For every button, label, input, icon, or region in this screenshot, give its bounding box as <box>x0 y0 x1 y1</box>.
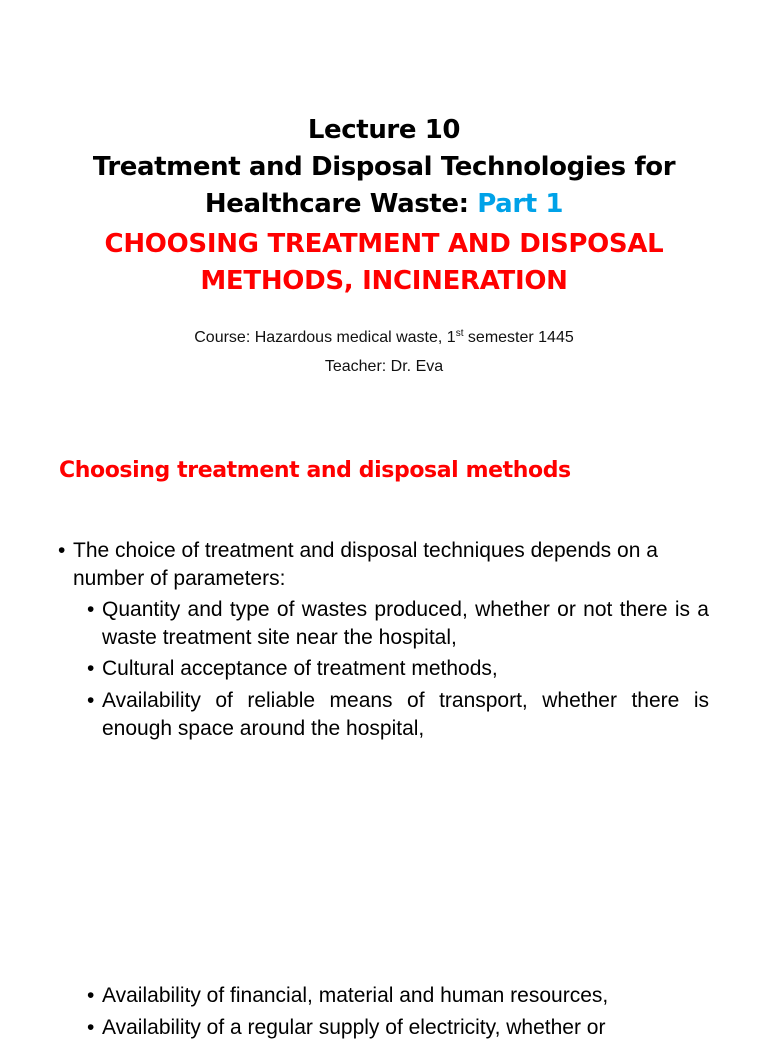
sub-bullet-item <box>87 596 709 652</box>
course-line <box>194 329 574 346</box>
teacher-line: Teacher: Dr. Eva <box>324 358 444 375</box>
bullet-dot-icon: • <box>87 657 95 680</box>
bullet-text: Availability of financial, material and human resources, <box>102 984 609 1007</box>
course-superscript: st <box>455 328 464 339</box>
bullet-dot-icon: • <box>87 598 95 621</box>
subtitle-line-2: METHODS, INCINERATION <box>200 266 568 296</box>
sub-bullet-item <box>87 687 709 743</box>
bullet-text: Cultural acceptance of treatment methods, <box>102 657 498 680</box>
course-suffix: semester 1445 <box>463 329 574 346</box>
bullet-text: The choice of treatment and disposal techniques depends on a number of parameters: <box>73 539 658 590</box>
sub-bullet-item <box>87 982 709 1010</box>
bullet-dot-icon: • <box>87 689 95 712</box>
bullet-text: Quantity and type of wastes produced, whether or not there is a waste treatment site near the hospital, <box>102 598 709 649</box>
course-info <box>0 323 768 352</box>
sub-bullet-item <box>87 655 709 683</box>
title-line-1: Lecture 10 <box>307 115 461 145</box>
section-heading: Choosing treatment and disposal methods <box>59 458 571 483</box>
sub-bullet-item-cut <box>87 1014 709 1042</box>
lecture-subtitle <box>0 226 768 300</box>
bullet-text: Availability of reliable means of transport, whether there is enough space around the hospital, <box>102 689 709 740</box>
bullet-text: Availability of a regular supply of electricity, whether or <box>102 1016 606 1039</box>
title-line-2: Treatment and Disposal Technologies for <box>92 152 676 182</box>
lecture-title <box>0 112 768 223</box>
bullet-dot-icon: • <box>58 539 66 562</box>
bullet-dot-icon: • <box>87 984 95 1007</box>
title-part-label: Part 1 <box>477 189 564 219</box>
title-line-3 <box>0 186 768 223</box>
subtitle-line-1: CHOOSING TREATMENT AND DISPOSAL <box>104 229 664 259</box>
bullet-item <box>58 537 713 593</box>
course-prefix: Course: Hazardous medical waste, 1 <box>194 329 456 346</box>
bullet-dot-icon: • <box>87 1016 95 1039</box>
title-line-3-text: Healthcare Waste: <box>204 189 469 219</box>
